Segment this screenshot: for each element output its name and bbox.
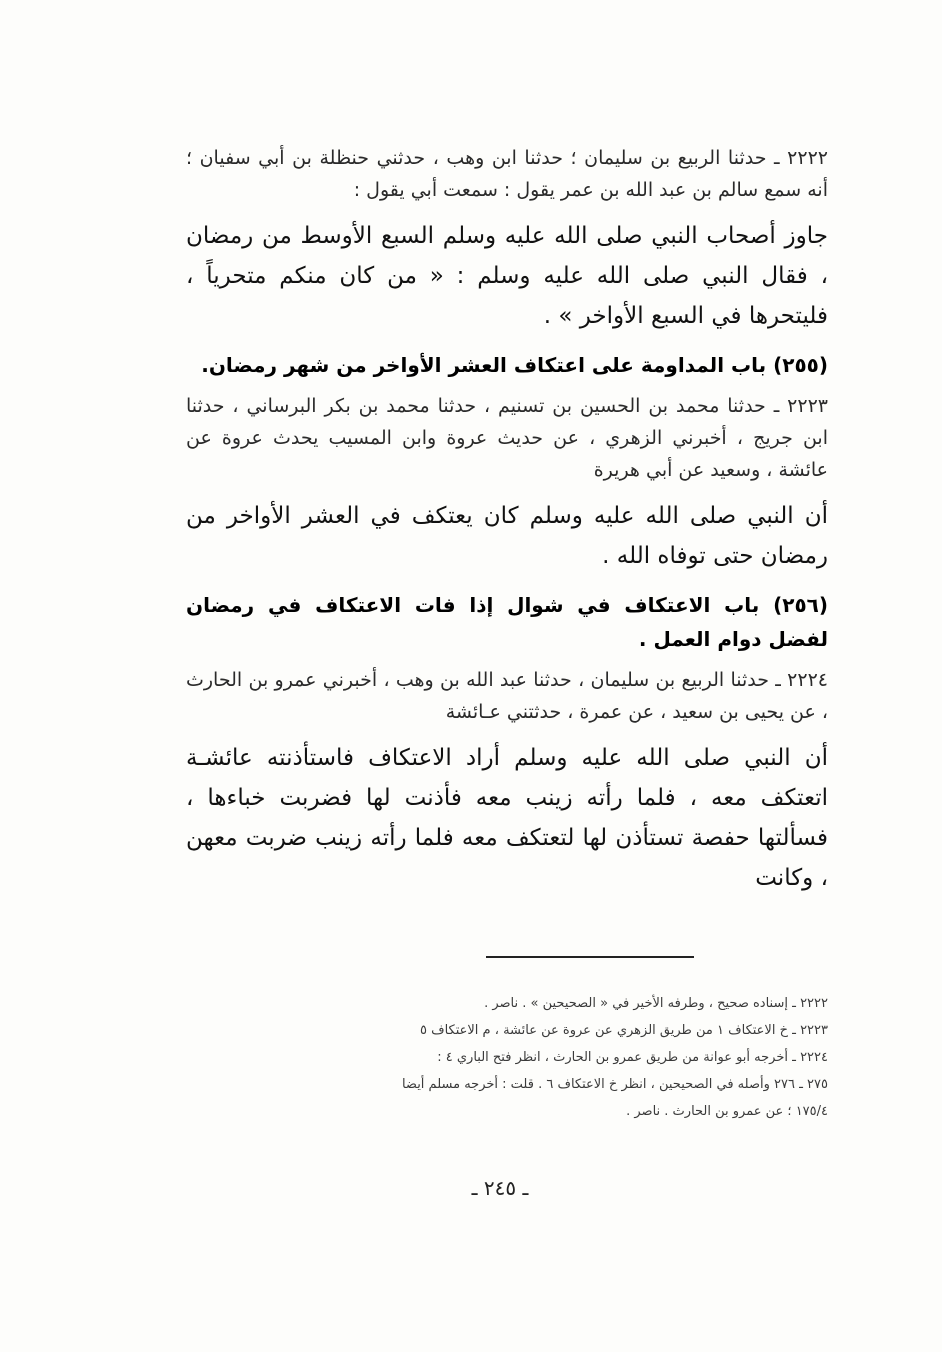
chapter-255-heading: (٢٥٥) باب المداومة على اعتكاف العشر الأواخر من شهر رمضان. bbox=[201, 353, 828, 377]
chapter-256-heading: (٢٥٦) باب الاعتكاف في شوال إذا فات الاعتكاف في رمضان لفضل دوام العمل . bbox=[186, 593, 828, 651]
hadith-2224-isnad: ٢٢٢٤ ـ حدثنا الربيع بن سليمان ، حدثنا عبد الله بن وهب ، أخبرني عمرو بن الحارث ، عن يحيى بن سعيد ، عن عمرة ، حدثتني عـائشة bbox=[186, 669, 828, 723]
hadith-2223-matn: أن النبي صلى الله عليه وسلم كان يعتكف في العشر الأواخر من رمضان حتى توفاه الله . bbox=[186, 503, 828, 569]
footnote-line: ٢٢٢٤ ـ أخرجه أبو عوانة من طريق عمرو بن الحارث ، انظر فتح الباري ٤ : bbox=[437, 1050, 828, 1065]
hadith-2224-matn: أن النبي صلى الله عليه وسلم أراد الاعتكاف فاستأذنته عائشـة اتعتكف معه ، فلما رأته زينب معه فأذنت لها فضربت خباءها ، فسألتها حفصة تستأذن لها لتعتكف معه فلما رأته زينب ضربت معهن ، وكانت bbox=[186, 745, 828, 891]
hadith-2222-matn: جاوز أصحاب النبي صلى الله عليه وسلم السبع الأوسط من رمضان ، فقال النبي صلى الله عليه وسلم : « من كان منكم متحرياً ، فليتحرها في السبع الأواخر » . bbox=[186, 223, 828, 329]
footnote-divider bbox=[486, 956, 694, 958]
page-number: ـ ٢٤٥ ـ bbox=[471, 1176, 529, 1200]
main-text bbox=[186, 142, 828, 910]
footnote-line: ١٧٥/٤ ؛ عن عمرو بن الحارث . ناصر . bbox=[626, 1104, 828, 1119]
hadith-2222-isnad: ٢٢٢٢ ـ حدثنا الربيع بن سليمان ؛ حدثنا ابن وهب ، حدثني حنظلة بن أبي سفيان ؛ أنه سمع سالم بن عبد الله بن عمر يقول : سمعت أبي يقول : bbox=[186, 147, 828, 201]
footnotes bbox=[186, 990, 828, 1125]
footnote-line: ٢٢٢٣ ـ خ الاعتكاف ١ من طريق الزهري عن عروة عن عائشة ، م الاعتكاف ٥ bbox=[419, 1023, 828, 1038]
footnote-line: ٢٢٢٢ ـ إسناده صحيح ، وطرفه الأخير في « الصحيحين » . ناصر . bbox=[484, 996, 828, 1011]
footnote-line: ٢٧٥ ـ ٢٧٦ وأصله في الصحيحين ، انظر خ الاعتكاف ٦ . قلت : أخرجه مسلم أيضا bbox=[401, 1077, 828, 1092]
hadith-2223-isnad: ٢٢٢٣ ـ حدثنا محمد بن الحسين بن تسنيم ، حدثنا محمد بن بكر البرساني ، حدثنا ابن جريج ، أخبرني الزهري ، عن حديث عروة وابن المسيب يحدث عروة عن عائشة ، وسعيد عن أبي هريرة bbox=[186, 395, 828, 481]
